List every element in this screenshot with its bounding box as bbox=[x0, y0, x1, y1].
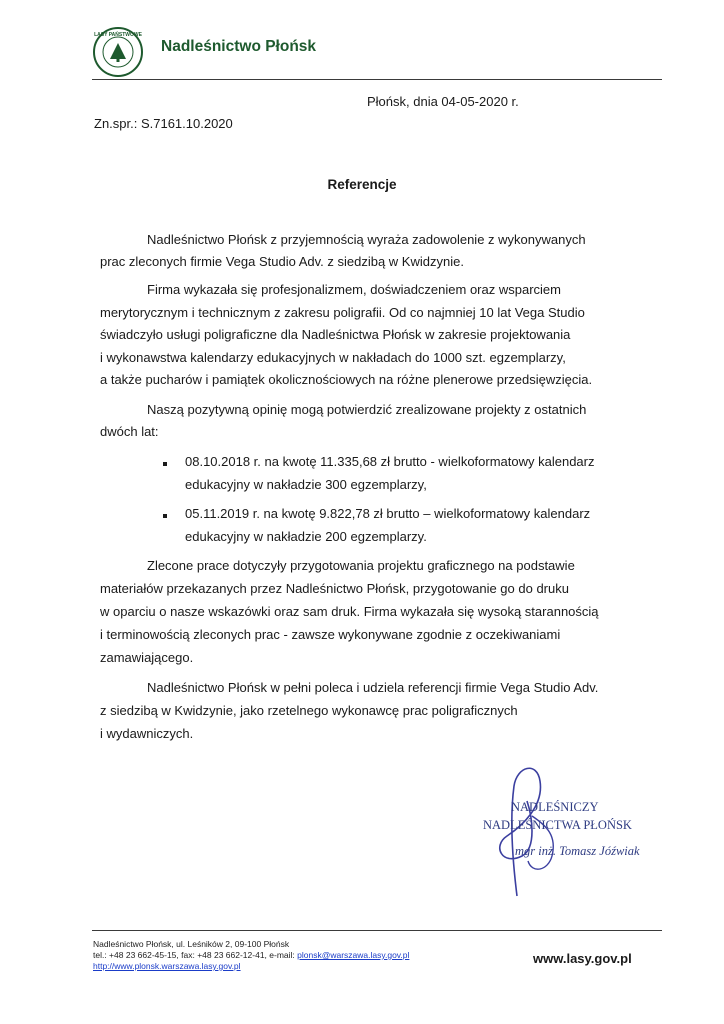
footer-email-link[interactable]: plonsk@warszawa.lasy.gov.pl bbox=[297, 950, 410, 960]
stamp-line: NADLEŚNICTWA PŁOŃSK bbox=[483, 818, 632, 832]
body-line: a także pucharów i pamiątek okolicznościowych na różne plenerowe przedsięwzięcia. bbox=[100, 372, 593, 387]
stamp-line: NADLEŚNICZY bbox=[511, 800, 599, 814]
footer-contact-text: tel.: +48 23 662-45-15, fax: +48 23 662-12-41, e-mail: bbox=[93, 950, 298, 960]
logo-text: LASY PAŃSTWOWE bbox=[94, 32, 142, 38]
footer-url-link[interactable]: http://www.plonsk.warszawa.lasy.gov.pl bbox=[93, 961, 241, 971]
body-line: prac zleconych firmie Vega Studio Adv. z siedzibą w Kwidzynie. bbox=[100, 254, 464, 269]
stamp-name: mgr inż. Tomasz Jóźwiak bbox=[515, 844, 640, 858]
bullet-line: 08.10.2018 r. na kwotę 11.335,68 zł brutto - wielkoformatowy kalendarz bbox=[185, 454, 595, 469]
body-line: świadczyło usługi poligraficzne dla Nadleśnictwa Płońsk w zakresie projektowania bbox=[100, 327, 571, 342]
body-line: Nadleśnictwo Płońsk w pełni poleca i udziela referencji firmie Vega Studio Adv. bbox=[147, 680, 599, 695]
body-line: Naszą pozytywną opinię mogą potwierdzić zrealizowane projekty z ostatnich bbox=[147, 402, 587, 417]
document-title: Referencje bbox=[327, 177, 397, 192]
footer-divider bbox=[92, 930, 662, 931]
body-line: i terminowością zleconych prac - zawsze wykonywane zgodnie z oczekiwaniami bbox=[100, 627, 561, 642]
lasy-panstwowe-logo-icon bbox=[92, 26, 144, 78]
bullet-line: edukacyjny w nakładzie 200 egzemplarzy. bbox=[185, 529, 427, 544]
body-line: w oparciu o nasze wskazówki oraz sam druk. Firma wykazała się wysoką starannością bbox=[100, 604, 599, 619]
body-line: materiałów przekazanych przez Nadleśnictwo Płońsk, przygotowanie go do druku bbox=[100, 581, 569, 596]
body-line: i wykonawstwa kalendarzy edukacyjnych w nakładach do 1000 szt. egzemplarzy, bbox=[100, 350, 566, 365]
footer-contact bbox=[93, 950, 409, 960]
bullet-line: edukacyjny w nakładzie 300 egzemplarzy, bbox=[185, 477, 427, 492]
body-line: dwóch lat: bbox=[100, 424, 159, 439]
footer-url-row bbox=[93, 961, 241, 971]
bullet-line: 05.11.2019 r. na kwotę 9.822,78 zł brutto – wielkoformatowy kalendarz bbox=[185, 506, 591, 521]
footer-website: www.lasy.gov.pl bbox=[533, 951, 632, 966]
body-line: Firma wykazała się profesjonalizmem, doświadczeniem oraz wsparciem bbox=[147, 282, 561, 297]
body-line: z siedzibą w Kwidzynie, jako rzetelnego wykonawcę prac poligraficznych bbox=[100, 703, 518, 718]
footer-address: Nadleśnictwo Płońsk, ul. Leśników 2, 09-100 Płońsk bbox=[93, 939, 290, 949]
bullet-marker bbox=[163, 462, 167, 466]
place-date: Płońsk, dnia 04-05-2020 r. bbox=[367, 94, 519, 109]
header-divider bbox=[92, 79, 662, 80]
body-line: zamawiającego. bbox=[100, 650, 194, 665]
body-line: i wydawniczych. bbox=[100, 726, 194, 741]
org-name: Nadleśnictwo Płońsk bbox=[161, 38, 317, 55]
bullet-marker bbox=[163, 514, 167, 518]
body-line: Nadleśnictwo Płońsk z przyjemnością wyraża zadowolenie z wykonywanych bbox=[147, 232, 586, 247]
reference-number: Zn.spr.: S.7161.10.2020 bbox=[94, 116, 233, 131]
body-line: merytorycznym i technicznym z zakresu poligrafii. Od co najmniej 10 lat Vega Studio bbox=[100, 305, 585, 320]
body-line: Zlecone prace dotyczyły przygotowania projektu graficznego na podstawie bbox=[147, 558, 575, 573]
